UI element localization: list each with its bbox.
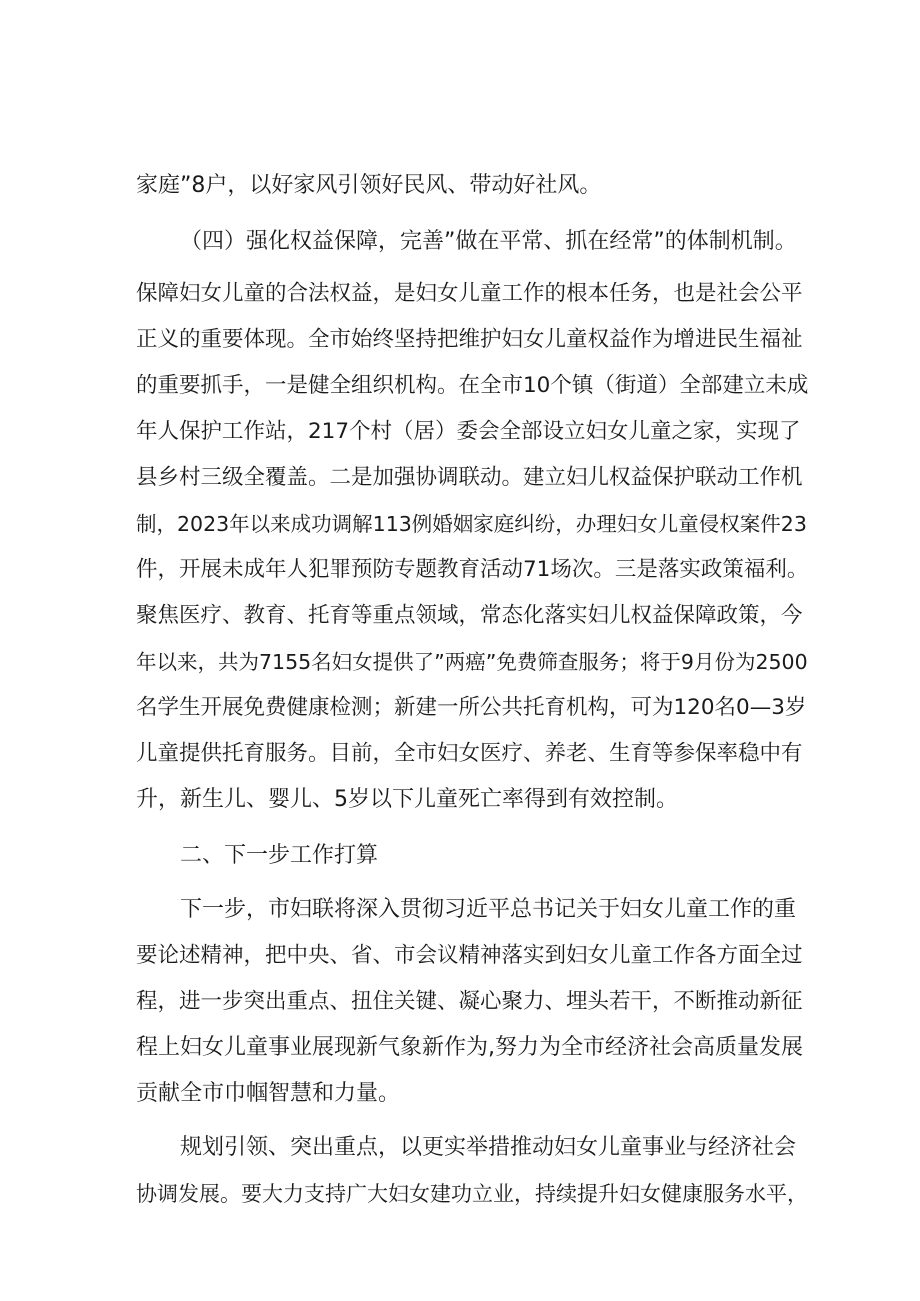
- text-line: 正义的重要体现。全市始终坚持把维护妇女儿童权益作为增进民生福祉: [136, 327, 803, 352]
- text-line: 儿童提供托育服务。目前，全市妇女医疗、养老、生育等参保率稳中有: [136, 741, 803, 766]
- text-line: 保障妇女儿童的合法权益，是妇女儿童工作的根本任务，也是社会公平: [136, 281, 803, 306]
- text-line: 下一步，市妇联将深入贯彻习近平总书记关于妇女儿童工作的重: [180, 897, 797, 922]
- section-heading: （四）强化权益保障，完善”做在平常、抓在经常”的体制机制。: [180, 229, 797, 254]
- text-line: 要论述精神，把中央、省、市会议精神落实到妇女儿童工作各方面全过: [136, 943, 803, 968]
- text-line: 县乡村三级全覆盖。二是加强协调联动。建立妇儿权益保护联动工作机: [136, 465, 803, 490]
- text-line: 名学生开展免费健康检测；新建一所公共托育机构，可为120名0—3岁: [136, 695, 807, 720]
- text-line: 件，开展未成年人犯罪预防专题教育活动71场次。三是落实政策福利。: [136, 557, 808, 582]
- text-line: 程，进一步突出重点、扭住关键、凝心聚力、埋头若干，不断推动新征: [136, 989, 803, 1014]
- text-line: 年以来，共为7155名妇女提供了”两癌”免费筛查服务；将于9月份为2500: [136, 650, 808, 674]
- text-line: 的重要抓手，一是健全组织机构。在全市10个镇（街道）全部建立未成: [136, 373, 808, 398]
- text-line: 制，2023年以来成功调解113例婚姻家庭纠纷，办理妇女儿童侵权案件23: [136, 512, 807, 536]
- text-line: 协调发展。要大力支持广大妇女建功立业，持续提升妇女健康服务水平，: [136, 1182, 808, 1206]
- text-line: 年人保护工作站，217个村（居）委会全部设立妇女儿童之家，实现了: [136, 419, 801, 444]
- text-line: 升，新生儿、婴儿、5岁以下儿童死亡率得到有效控制。: [136, 787, 678, 812]
- text-line: 贡献全市巾帼智慧和力量。: [136, 1081, 401, 1106]
- text-line: 聚焦医疗、教育、托育等重点领域，常态化落实妇儿权益保障政策，今: [136, 603, 803, 628]
- text-line: 家庭”8户，以好家风引领好民风、带动好社风。: [136, 173, 602, 198]
- text-line: 程上妇女儿童事业展现新气象新作为,努力为全市经济社会高质量发展: [136, 1035, 803, 1060]
- section-heading: 二、下一步工作打算: [180, 843, 379, 868]
- text-line: 规划引领、突出重点，以更实举措推动妇女儿童事业与经济社会: [180, 1135, 797, 1160]
